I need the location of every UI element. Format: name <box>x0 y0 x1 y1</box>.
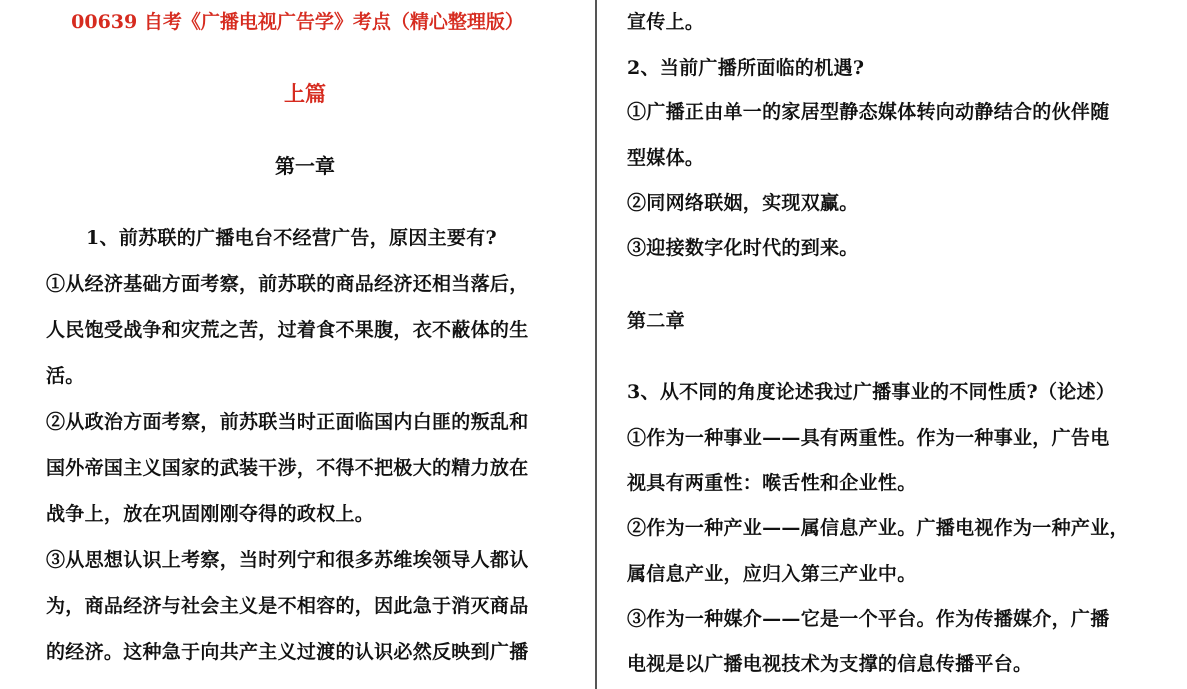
body-text-line: ③作为一种媒介——它是一个平台。作为传播媒介，广播 <box>627 608 1110 630</box>
body-text-line: 属信息产业，应归入第三产业中。 <box>627 563 917 585</box>
body-text-line: ①作为一种事业——具有两重性。作为一种事业，广告电 <box>627 427 1110 449</box>
body-text-line: ③迎接数字化时代的到来。 <box>627 237 859 259</box>
body-text-line: ③从思想认识上考察，当时列宁和很多苏维埃领导人都认 <box>46 549 529 571</box>
body-text-line: ②同网络联姻，实现双赢。 <box>627 192 859 214</box>
body-text-line: 电视是以广播电视技术为支撑的信息传播平台。 <box>627 653 1033 675</box>
body-text-line: ①广播正由单一的家居型静态媒体转向动静结合的伙伴随 <box>627 101 1110 123</box>
body-text-line: 活。 <box>46 365 85 387</box>
body-text-line: 视具有两重性：喉舌性和企业性。 <box>627 472 917 494</box>
body-text-line: 战争上，放在巩固刚刚夺得的政权上。 <box>46 503 375 525</box>
right-page <box>597 0 1187 689</box>
body-text-line: ①从经济基础方面考察，前苏联的商品经济还相当落后， <box>46 273 529 295</box>
body-text-line: 国外帝国主义国家的武装干涉，不得不把极大的精力放在 <box>46 457 529 479</box>
body-text-line: 的经济。这种急于向共产主义过渡的认识必然反映到广播 <box>46 641 529 663</box>
body-text-line: 为，商品经济与社会主义是不相容的，因此急于消灭商品 <box>46 595 529 617</box>
question-2-heading: 2、当前广播所面临的机遇? <box>627 57 865 79</box>
body-text-line: ②从政治方面考察，前苏联当时正面临国内白匪的叛乱和 <box>46 411 529 433</box>
part-heading: 上篇 <box>284 81 326 106</box>
chapter-two-heading: 第二章 <box>627 310 685 332</box>
body-text-line: 宣传上。 <box>627 11 705 33</box>
question-1-heading: 1、前苏联的广播电台不经营广告，原因主要有? <box>86 227 497 249</box>
chapter-heading: 第一章 <box>275 154 335 178</box>
document-title: 00639 自考《广播电视广告学》考点（精心整理版） <box>71 11 524 33</box>
body-text-line: ②作为一种产业——属信息产业。广播电视作为一种产业， <box>627 517 1129 539</box>
question-3-heading: 3、从不同的角度论述我过广播事业的不同性质?（论述） <box>627 381 1116 403</box>
body-text-line: 人民饱受战争和灾荒之苦，过着食不果腹，衣不蔽体的生 <box>46 319 529 341</box>
body-text-line: 型媒体。 <box>627 147 705 169</box>
